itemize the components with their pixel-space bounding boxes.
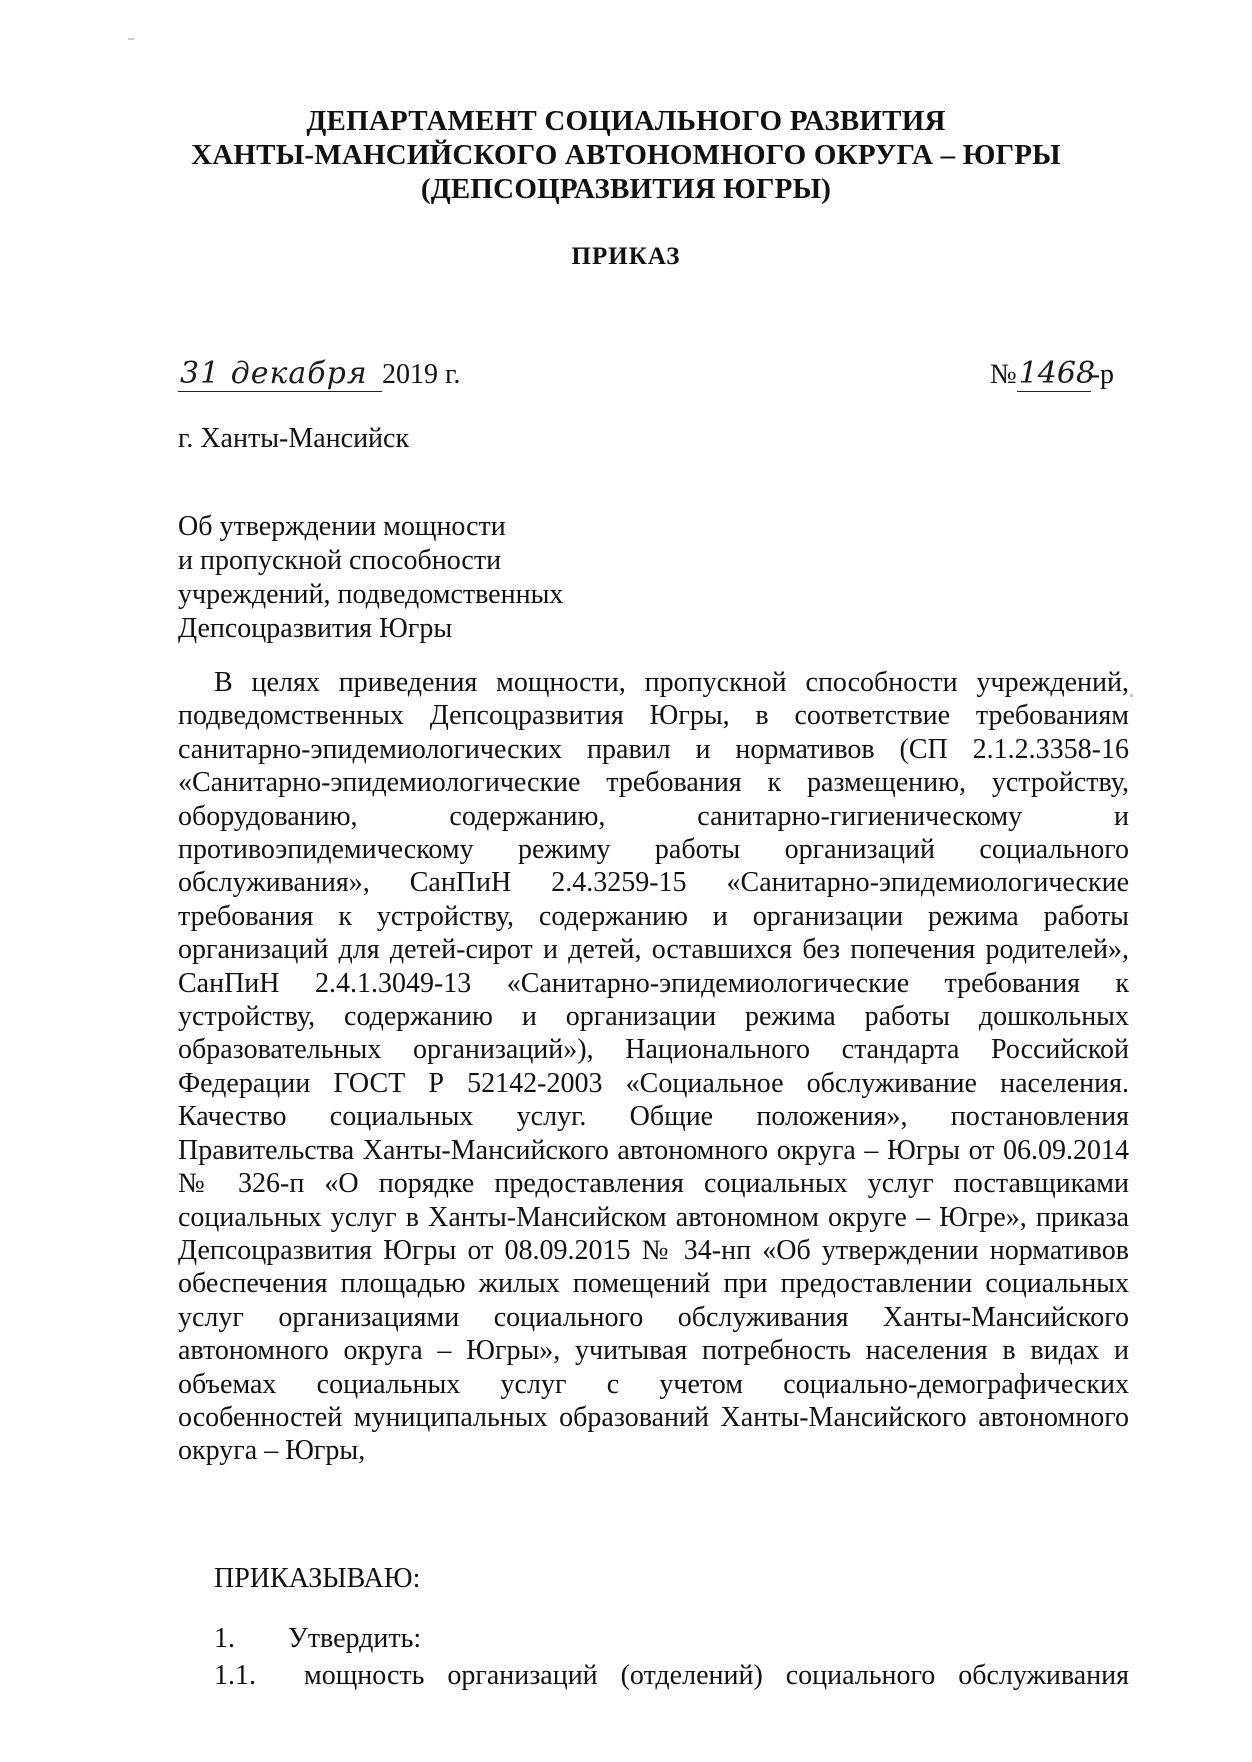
department-header [0,104,1252,206]
subject-line-3: учреждений, подведомственных [178,579,564,610]
preamble-paragraph: В целях приведения мощности, пропускной способности учреждений, подведомственных Депсоцразвития Югры, в соответствие требованиям санитарно-эпидемиологических правил и нормативов (СП 2.1.2.3358-16 «Санитарно-эпидемиологические требования к размещению, устройству, оборудованию, содержанию, санитарно-гигиеническому и противоэпидемическому режиму работы организаций социального обслуживания», СанПиН 2.4.3259-15 «Санитарно-эпидемиологические требования к устройству, содержанию и организации режима работы организаций для детей-сирот и детей, оставшихся без попечения родителей», СанПиН 2.4.1.3049-13 «Санитарно-эпидемиологические требования к устройству, содержанию и организации режима работы дошкольных образовательных организаций»), Национального стандарта Российской Федерации ГОСТ Р 52142-2003 «Социальное обслуживание населения. Качество социальных услуг. Общие положения», постановления Правительства Ханты-Мансийского автономного округа – Югры от 06.09.2014 № 326-п «О порядке предоставления социальных услуг поставщиками социальных услуг в Ханты-Мансийском автономном округе – Югре», приказа Депсоцразвития Югры от 08.09.2015 № 34-нп «Об утверждении нормативов обеспечения площадью жилых помещений при предоставлении социальных услуг организациями социального обслуживания Ханты-Мансийского автономного округа – Югры», учитывая потребность населения в видах и объемах социальных услуг с учетом социально-демографических особенностей муниципальных образований Ханты-Мансийского автономного округа – Югры, [178,667,1129,1467]
number-sign: № [990,359,1017,390]
city: г. Ханты-Мансийск [178,423,410,454]
header-line-1: ДЕПАРТАМЕНТ СОЦИАЛЬНОГО РАЗВИТИЯ [306,105,946,137]
handwritten-number: 1468 [1018,356,1096,391]
list-item [214,1660,1129,1692]
order-number [990,356,1114,392]
subject-line-4: Депсоцразвития Югры [178,613,453,644]
scan-speck [128,38,134,40]
document-type-title: ПРИКАЗ [571,243,681,270]
header-line-2: ХАНТЫ-МАНСИЙСКОГО АВТОНОМНОГО ОКРУГА – ЮГРЫ [191,139,1061,171]
order-subject [178,510,563,646]
handwritten-date: 31 декабря [178,356,382,392]
order-date [178,356,460,392]
header-line-3: (ДЕПСОЦРАЗВИТИЯ ЮГРЫ) [420,173,832,205]
date-year: 2019 г. [382,359,461,390]
item-number: 1.1. [214,1660,256,1691]
number-suffix: -р [1090,359,1115,390]
item-number: 1. [214,1623,235,1654]
list-item [214,1623,421,1655]
order-directive: ПРИКАЗЫВАЮ: [214,1563,421,1594]
subject-line-1: Об утверждении мощности [178,511,506,542]
subject-line-2: и пропускной способности [178,545,502,576]
item-text: мощность организаций (отделений) социального обслуживания [304,1660,1129,1691]
scan-speck [1130,694,1133,697]
item-text: Утвердить: [288,1623,422,1654]
